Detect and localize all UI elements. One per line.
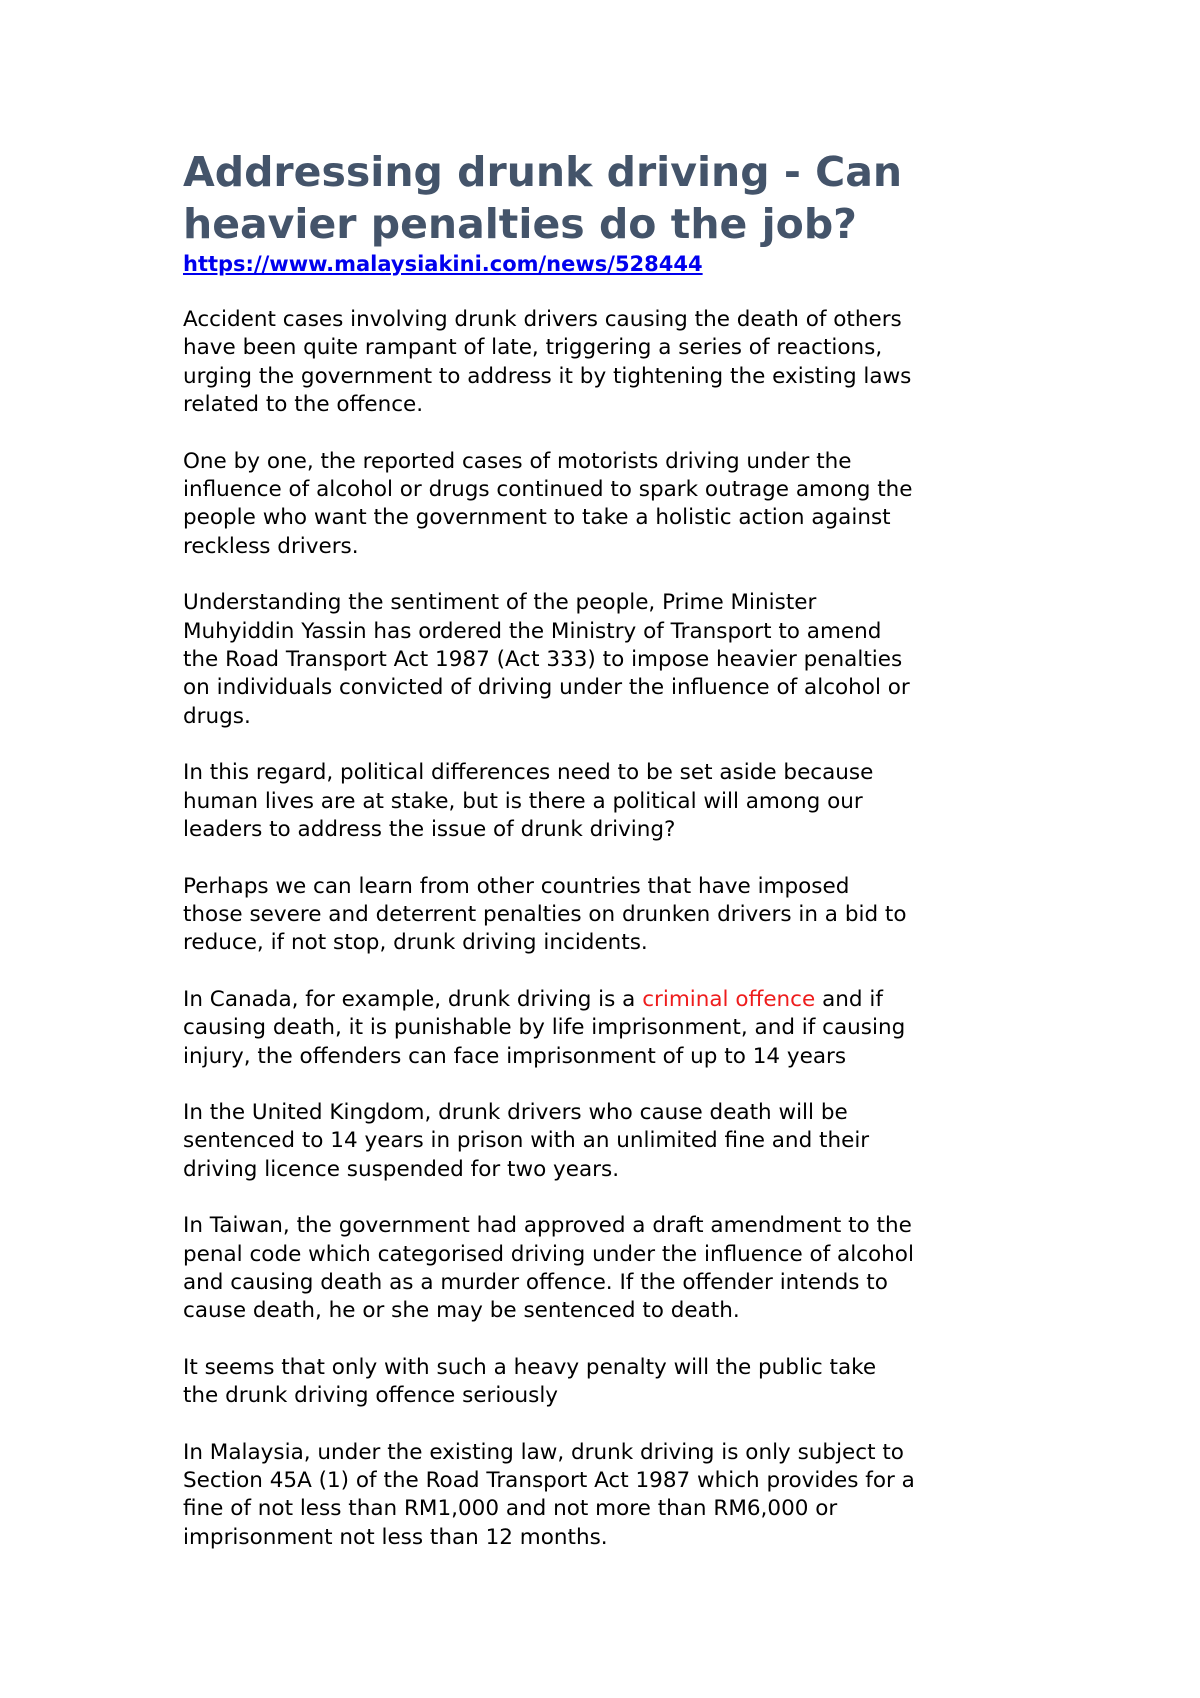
paragraph-line: Accident cases involving drunk drivers causing the death of others [183,307,902,332]
paragraph-intro [183,306,1063,420]
paragraph-political-will [183,759,1063,844]
paragraph-line: human lives are at stake, but is there a political will among our [183,788,863,814]
title-line-1: Addressing drunk driving - Can [183,148,903,196]
paragraph-line: fine of not less than RM1,000 and not more than RM6,000 or [183,1496,838,1522]
paragraph-line: reckless drivers. [183,533,359,559]
title-line-2: heavier penalties do the job? [183,200,857,248]
paragraph-line: those severe and deterrent penalties on drunken drivers in a bid to [183,901,907,927]
paragraph-line: Muhyiddin Yassin has ordered the Ministry of Transport to amend [183,618,882,644]
paragraph-united-kingdom [183,1099,1063,1184]
paragraph-line: Perhaps we can learn from other countries that have imposed [183,873,850,899]
paragraph-line: injury, the offenders can face imprisonment of up to 14 years [183,1043,847,1069]
paragraph-line: drugs. [183,703,251,729]
paragraph-line: In the United Kingdom, drunk drivers who cause death will be [183,1099,848,1125]
paragraph-line: It seems that only with such a heavy penalty will the public take [183,1354,877,1380]
criminal-offence-highlight: criminal offence [642,986,816,1012]
paragraph-line: In Malaysia, under the existing law, drunk driving is only subject to [183,1439,904,1465]
paragraph-line: Section 45A (1) of the Road Transport Act 1987 which provides for a [183,1468,915,1493]
paragraph-line: influence of alcohol or drugs continued to spark outrage among the [183,477,913,503]
document-content [183,146,1063,1552]
paragraph-line: penal code which categorised driving under the influence of alcohol [183,1241,914,1267]
source-link[interactable]: https://www.malaysiakini.com/news/528444 [183,252,703,276]
paragraph-heavy-penalty [183,1354,1063,1411]
paragraph-malaysia [183,1439,1063,1553]
paragraph-line: Understanding the sentiment of the people, Prime Minister [183,590,817,616]
paragraph-line: cause death, he or she may be sentenced to death. [183,1298,740,1324]
paragraph-line: In Taiwan, the government had approved a draft amendment to the [183,1213,912,1239]
paragraph-line: the drunk driving offence seriously [183,1383,559,1409]
paragraph-prime-minister [183,589,1063,731]
paragraph-canada [183,986,1063,1071]
paragraph-line: urging the government to address it by tightening the existing laws [183,363,912,389]
paragraph-line: reduce, if not stop, drunk driving incidents. [183,930,648,956]
paragraph-outrage [183,448,1063,562]
paragraph-line: leaders to address the issue of drunk driving? [183,817,676,843]
paragraph-line: driving licence suspended for two years. [183,1156,620,1182]
document-title [183,146,1063,250]
paragraph-line: related to the offence. [183,392,424,418]
paragraph-line: imprisonment not less than 12 months. [183,1524,608,1550]
paragraph-line: the Road Transport Act 1987 (Act 333) to impose heavier penalties [183,647,903,673]
paragraph-line: One by one, the reported cases of motorists driving under the [183,448,852,474]
paragraph-line: sentenced to 14 years in prison with an unlimited fine and their [183,1128,870,1154]
paragraph-line: In Canada, for example, drunk driving is a [183,986,643,1012]
paragraph-other-countries [183,873,1063,958]
paragraph-line: have been quite rampant of late, triggering a series of reactions, [183,335,883,361]
paragraph-line: and causing death as a murder offence. If the offender intends to [183,1269,888,1295]
paragraph-line: on individuals convicted of driving under the influence of alcohol or [183,675,910,701]
paragraph-line: causing death, it is punishable by life imprisonment, and if causing [183,1015,906,1041]
paragraph-line: In this regard, political differences need to be set aside because [183,760,874,786]
paragraph-taiwan [183,1212,1063,1326]
paragraph-line: and if [815,986,883,1012]
paragraph-line: people who want the government to take a holistic action against [183,505,891,531]
